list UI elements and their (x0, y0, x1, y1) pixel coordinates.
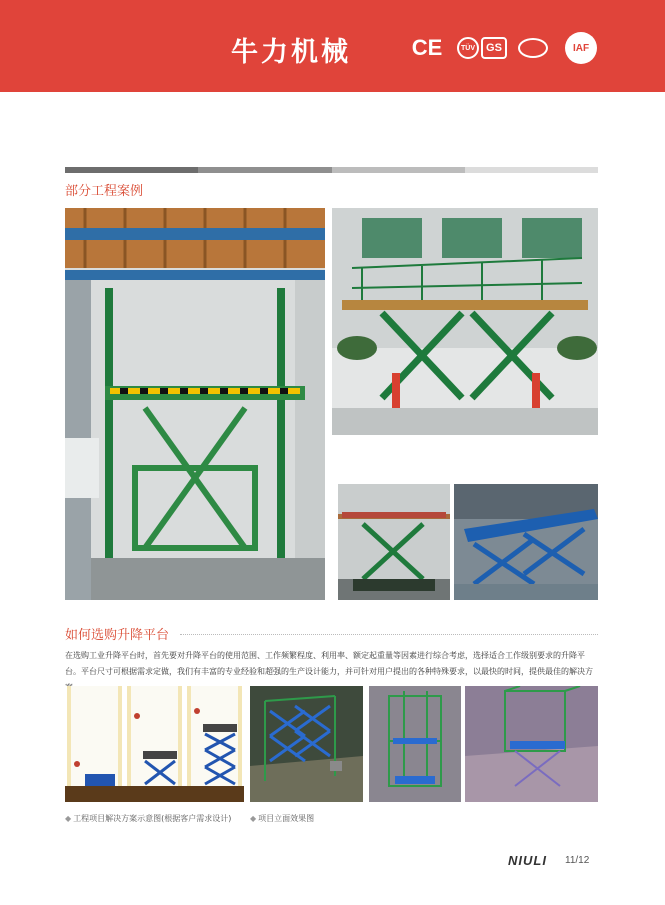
diamond-bullet-icon: ◆ (65, 814, 72, 823)
section-divider-bar (65, 167, 598, 173)
dotted-divider (180, 634, 598, 635)
brand-name: 牛力机械 (231, 37, 351, 68)
description-paragraph: 在选购工业升降平台时，首先要对升降平台的使用范围、工作频繁程度、利用率、额定起重量等因素进行综合考虑，选择适合工作级别要求的升降平台。平台尺寸可根据需求定做，我们有丰富的专业经验和超强的生产设计能力，并可针对用户提出的各种特殊要求，以最快的时间，提供最佳的解决方 (65, 651, 593, 676)
page-number: 11/12 (565, 855, 590, 866)
tuv-gs-icon: TÜV GS (455, 34, 509, 62)
render-elevation-view-3 (465, 686, 598, 802)
caption-renders: ◆ 项目立面效果图 (250, 814, 315, 823)
photo-lift-installation-tall (65, 208, 325, 600)
photo-lift-blue-warehouse (454, 484, 598, 600)
ce-mark-icon: CE (411, 35, 443, 60)
header-banner (0, 0, 665, 92)
divider-segment (332, 167, 465, 173)
caption-schematics: ◆ 工程项目解决方案示意图(根据客户需求设计) (65, 814, 232, 823)
section-title-how-to-choose: 如何选购升降平台 (65, 628, 170, 643)
divider-segment (198, 167, 331, 173)
divider-segment (65, 167, 198, 173)
render-elevation-view-2 (369, 686, 461, 802)
cqc-icon (515, 34, 551, 62)
footer-logo: NIULI (508, 853, 547, 868)
diamond-bullet-icon: ◆ (250, 814, 257, 823)
render-elevation-view-1 (250, 686, 363, 802)
photo-lift-outdoor-double-scissor (332, 208, 598, 435)
diagram-solution-schematics (65, 686, 244, 802)
photo-lift-green-pit (338, 484, 450, 600)
section-title-cases: 部分工程案例 (65, 184, 144, 199)
iaf-icon: IAF (560, 34, 602, 62)
divider-segment (465, 167, 598, 173)
